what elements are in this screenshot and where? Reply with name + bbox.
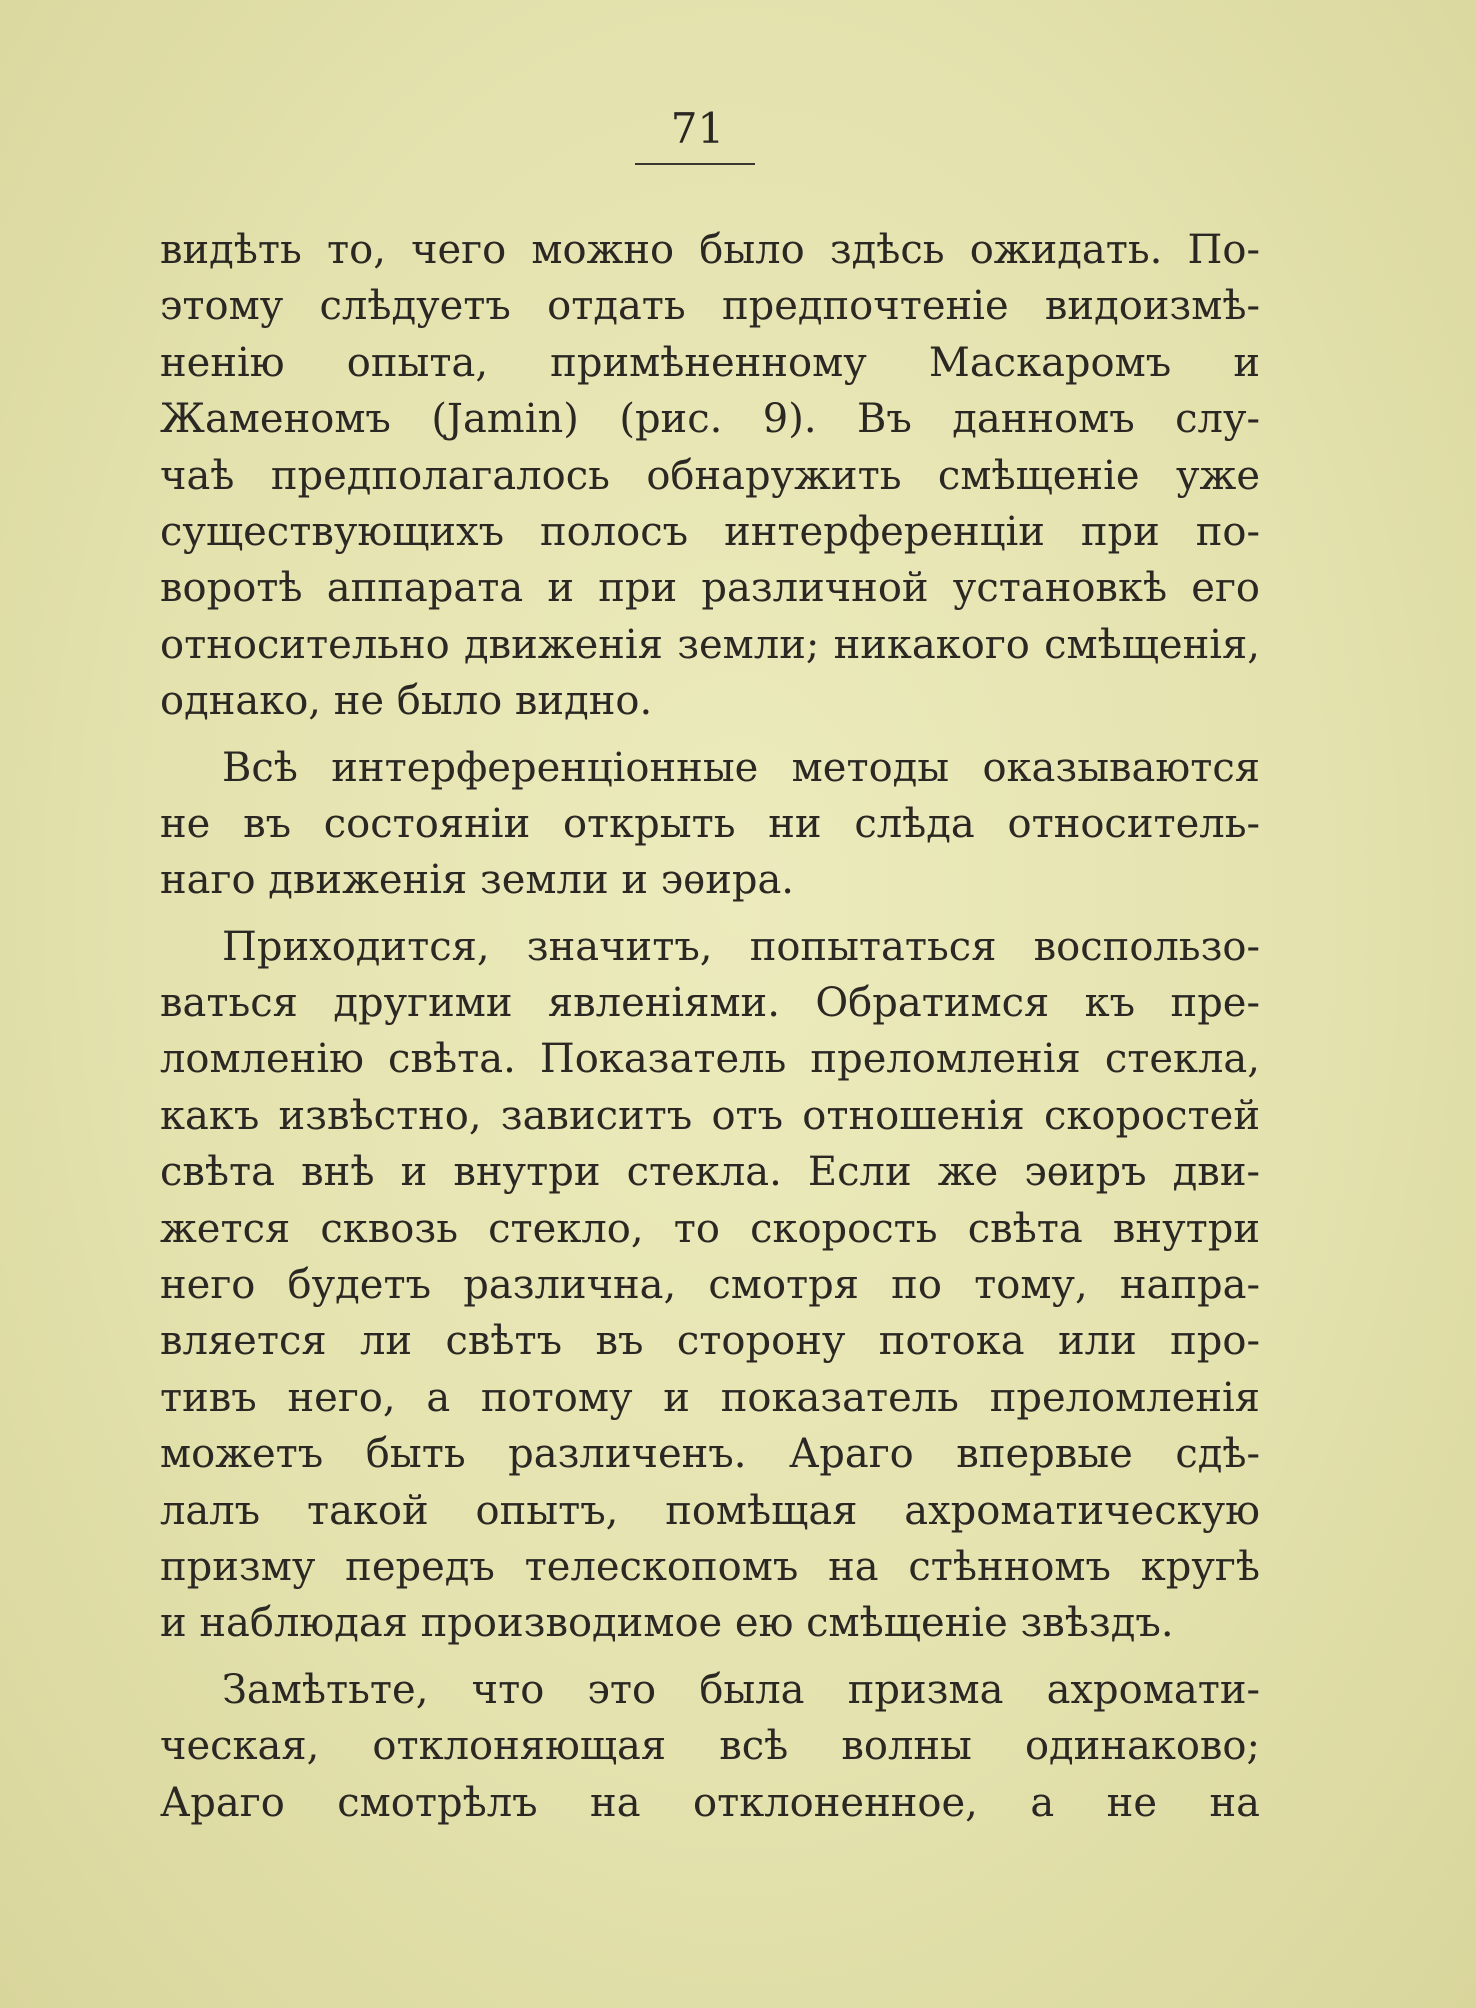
text-line: относительно движенiя земли; никакого смѣщенiя,: [160, 621, 1260, 668]
text-line: Жаменомъ (Jamin) (рис. 9). Въ данномъ слу-: [160, 396, 1260, 443]
page-number-rule: [635, 163, 755, 165]
text-line: воротѣ аппарата и при различной установкѣ его: [160, 565, 1260, 612]
text-line: не въ состоянiи открыть ни слѣда относитель-: [160, 800, 1260, 847]
paragraph-2: [160, 740, 1260, 909]
text-line: жется сквозь стекло, то скорость свѣта внутри: [160, 1205, 1260, 1252]
text-line: ломленiю свѣта. Показатель преломленiя стекла,: [160, 1036, 1260, 1083]
text-line: ческая, отклоняющая всѣ волны одинаково;: [160, 1723, 1260, 1770]
page-number: 71: [670, 104, 725, 153]
paragraph-3: [160, 919, 1260, 1652]
paragraph-4: [160, 1662, 1260, 1831]
text-line: него будетъ различна, смотря по тому, напра-: [160, 1262, 1260, 1309]
text-line: Приходится, значитъ, попытаться воспользо-: [222, 923, 1260, 970]
text-line: можетъ быть различенъ. Араго впервые сдѣ-: [160, 1431, 1260, 1478]
text-line: призму передъ телескопомъ на стѣнномъ кругѣ: [160, 1543, 1260, 1590]
text-line: Замѣтьте, что это была призма ахромати-: [222, 1666, 1260, 1713]
text-line: ненiю опыта, примѣненному Маскаромъ и: [160, 339, 1260, 386]
paragraph-1: [160, 222, 1260, 730]
text-line: Араго смотрѣлъ на отклоненное, а не на: [160, 1779, 1260, 1826]
text-line: этому слѣдуетъ отдать предпочтенiе видоизмѣ-: [160, 283, 1260, 330]
text-line: и наблюдая производимое ею смѣщенiе звѣздъ.: [160, 1600, 1174, 1647]
text-line: свѣта внѣ и внутри стекла. Если же эѳиръ дви-: [160, 1149, 1260, 1196]
text-line: существующихъ полосъ интерференцiи при по-: [160, 508, 1260, 555]
text-line: ваться другими явленiями. Обратимся къ пре-: [160, 980, 1260, 1027]
text-line: видѣть то, чего можно было здѣсь ожидать. По-: [160, 227, 1260, 273]
text-line: чаѣ предполагалось обнаружить смѣщенiе уже: [160, 452, 1260, 499]
text-line: Всѣ интерференцiонные методы оказываются: [222, 744, 1260, 791]
text-line: лалъ такой опытъ, помѣщая ахроматическую: [160, 1487, 1260, 1534]
text-line: однако, не было видно.: [160, 678, 653, 725]
body-text: [160, 222, 1260, 1831]
text-line: тивъ него, а потому и показатель преломленiя: [160, 1374, 1260, 1421]
text-line: наго движенiя земли и эѳира.: [160, 857, 795, 904]
text-line: вляется ли свѣтъ въ сторону потока или про-: [160, 1318, 1260, 1365]
text-line: какъ извѣстно, зависитъ отъ отношенiя скоростей: [160, 1092, 1260, 1139]
